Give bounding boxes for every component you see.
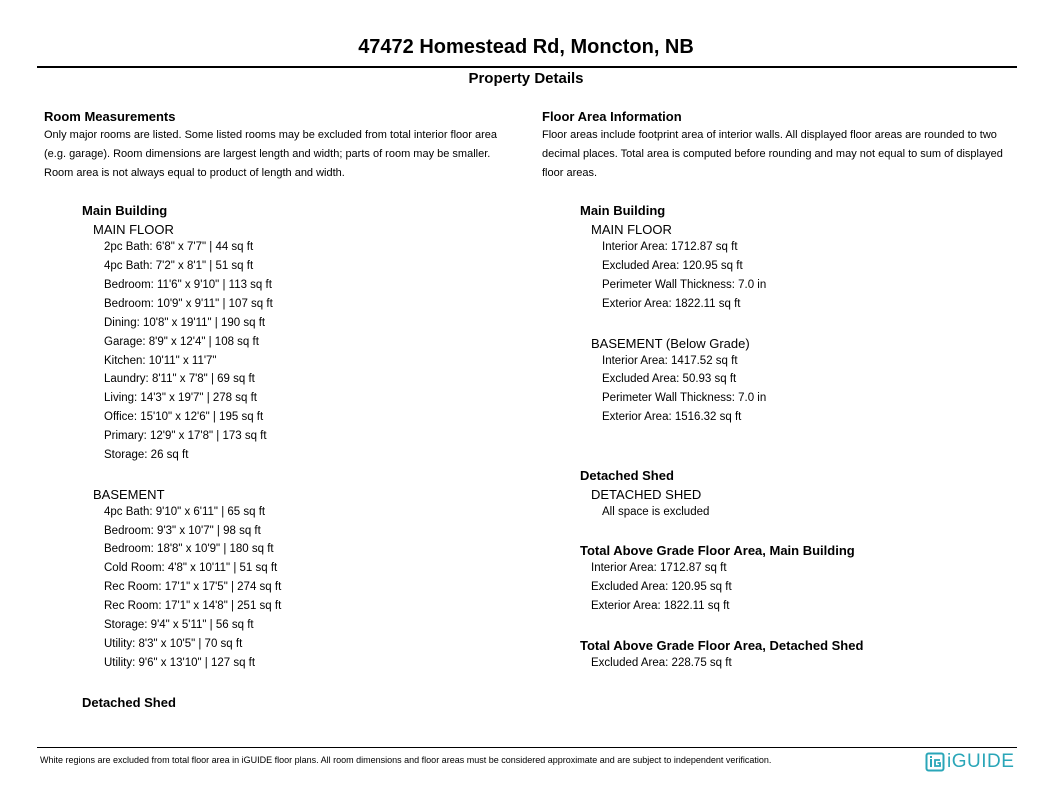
room-measurements-heading: Room Measurements bbox=[44, 109, 176, 124]
area-item: Perimeter Wall Thickness: 7.0 in bbox=[602, 392, 767, 404]
area-item: Perimeter Wall Thickness: 7.0 in bbox=[602, 279, 767, 291]
room-item: 2pc Bath: 6'8" x 7'7" | 44 sq ft bbox=[104, 241, 254, 253]
room-item: Laundry: 8'11" x 7'8" | 69 sq ft bbox=[104, 373, 255, 385]
room-item: Storage: 26 sq ft bbox=[104, 449, 189, 461]
total-item: Excluded Area: 120.95 sq ft bbox=[591, 581, 732, 593]
total-item: Excluded Area: 228.75 sq ft bbox=[591, 657, 732, 669]
area-item: Interior Area: 1712.87 sq ft bbox=[602, 241, 738, 253]
room-item: Dining: 10'8" x 19'11" | 190 sq ft bbox=[104, 317, 266, 329]
room-item: Kitchen: 10'11" x 11'7" bbox=[104, 355, 217, 367]
description-line: floor areas. bbox=[542, 167, 598, 179]
description-line: decimal places. Total area is computed before rounding and may not equal to sum of displayed bbox=[542, 148, 1003, 160]
footer-disclaimer: White regions are excluded from total floor area in iGUIDE floor plans. All room dimensions and floor areas must be considered approximate and are subject to independent verification. bbox=[40, 755, 772, 765]
page-subtitle: Property Details bbox=[468, 70, 584, 87]
rooms-detached-shed-label: Detached Shed bbox=[82, 695, 176, 710]
room-item: Garage: 8'9" x 12'4" | 108 sq ft bbox=[104, 336, 259, 348]
room-item: Rec Room: 17'1" x 17'5" | 274 sq ft bbox=[104, 581, 282, 593]
room-item: Bedroom: 9'3" x 10'7" | 98 sq ft bbox=[104, 525, 261, 537]
room-item: Utility: 9'6" x 13'10" | 127 sq ft bbox=[104, 657, 256, 669]
iguide-logo-icon bbox=[925, 752, 945, 772]
total-item: Interior Area: 1712.87 sq ft bbox=[591, 562, 727, 574]
page-title: 47472 Homestead Rd, Moncton, NB bbox=[358, 36, 694, 58]
room-item: Cold Room: 4'8" x 10'11" | 51 sq ft bbox=[104, 562, 278, 574]
room-item: Bedroom: 18'8" x 10'9" | 180 sq ft bbox=[104, 543, 274, 555]
area-item: Exterior Area: 1516.32 sq ft bbox=[602, 411, 742, 423]
room-measurements-description bbox=[44, 126, 497, 183]
iguide-logo bbox=[925, 751, 1014, 773]
floor-area-heading: Floor Area Information bbox=[542, 109, 682, 124]
footer-rule bbox=[37, 747, 1017, 748]
rooms-main-floor-label: MAIN FLOOR bbox=[93, 222, 174, 237]
area-item: Excluded Area: 120.95 sq ft bbox=[602, 260, 743, 272]
area-main-floor-label: MAIN FLOOR bbox=[591, 222, 672, 237]
area-item: Excluded Area: 50.93 sq ft bbox=[602, 373, 737, 385]
iguide-logo-text: iGUIDE bbox=[947, 751, 1015, 772]
area-detached-shed-floor-label: DETACHED SHED bbox=[591, 487, 702, 502]
area-item: All space is excluded bbox=[602, 506, 710, 518]
area-item: Interior Area: 1417.52 sq ft bbox=[602, 355, 738, 367]
description-line: Only major rooms are listed. Some listed rooms may be excluded from total interior floor area bbox=[44, 129, 498, 141]
title-rule bbox=[37, 66, 1017, 68]
total-item: Exterior Area: 1822.11 sq ft bbox=[591, 600, 730, 612]
room-item: 4pc Bath: 9'10" x 6'11" | 65 sq ft bbox=[104, 506, 266, 518]
room-item: Bedroom: 10'9" x 9'11" | 107 sq ft bbox=[104, 298, 273, 310]
room-item: 4pc Bath: 7'2" x 8'1" | 51 sq ft bbox=[104, 260, 254, 272]
description-line: Room area is not always equal to product of length and width. bbox=[44, 167, 345, 179]
room-item: Utility: 8'3" x 10'5" | 70 sq ft bbox=[104, 638, 243, 650]
room-item: Primary: 12'9" x 17'8" | 173 sq ft bbox=[104, 430, 267, 442]
room-item: Office: 15'10" x 12'6" | 195 sq ft bbox=[104, 411, 264, 423]
area-item: Exterior Area: 1822.11 sq ft bbox=[602, 298, 741, 310]
area-detached-shed-label: Detached Shed bbox=[580, 468, 674, 483]
floor-area-description bbox=[542, 126, 1003, 183]
rooms-basement-label: BASEMENT bbox=[93, 487, 165, 502]
description-line: (e.g. garage). Room dimensions are largest length and width; parts of room may be smaller. bbox=[44, 148, 491, 160]
description-line: Floor areas include footprint area of interior walls. All displayed floor areas are rounded to two bbox=[542, 129, 997, 141]
room-item: Rec Room: 17'1" x 14'8" | 251 sq ft bbox=[104, 600, 282, 612]
room-item: Bedroom: 11'6" x 9'10" | 113 sq ft bbox=[104, 279, 272, 291]
room-item: Storage: 9'4" x 5'11" | 56 sq ft bbox=[104, 619, 254, 631]
total-main-building-label: Total Above Grade Floor Area, Main Building bbox=[580, 543, 855, 558]
rooms-main-building-label: Main Building bbox=[82, 203, 168, 218]
area-basement-label: BASEMENT (Below Grade) bbox=[591, 336, 750, 351]
room-item: Living: 14'3" x 19'7" | 278 sq ft bbox=[104, 392, 257, 404]
total-detached-shed-label: Total Above Grade Floor Area, Detached Shed bbox=[580, 638, 864, 653]
area-main-building-label: Main Building bbox=[580, 203, 666, 218]
